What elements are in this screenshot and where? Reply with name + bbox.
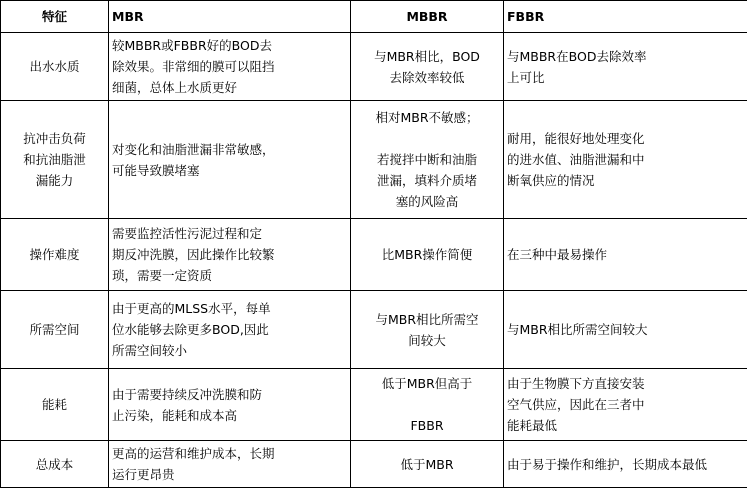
feature-label: 操作难度 (29, 247, 80, 262)
feature-label: 能耗 (41, 397, 67, 412)
table-row (1, 441, 747, 488)
cell-line: 由于更高的MLSS水平，每单 (112, 301, 271, 316)
table-row (1, 33, 747, 101)
mbbr-cell (351, 369, 504, 441)
cell-line: 能耗最低 (507, 418, 558, 433)
cell-line: 与MBR相比，BOD (374, 48, 480, 64)
cell-line: 与MBR相比所需空间较大 (507, 322, 648, 337)
cell-line: 与MBR相比所需空 (375, 311, 479, 327)
header-mbbr: MBBR (351, 1, 504, 33)
cell-line: 去除效率较低 (389, 69, 465, 85)
header-mbr: MBR (109, 1, 351, 33)
cell-line: 止污染，能耗和成本高 (112, 407, 238, 423)
fbbr-cell (504, 441, 747, 488)
fbbr-cell (504, 33, 747, 101)
feature-label: 抗冲击负荷 (23, 131, 86, 146)
feature-cell (1, 441, 109, 488)
cell-line: 耐用，能很好地处理变化 (507, 131, 645, 146)
mbr-cell (109, 101, 351, 219)
cell-line: 间较大 (408, 332, 446, 348)
mbr-cell (109, 441, 351, 488)
feature-label: 出水水质 (29, 59, 80, 74)
header-row (1, 1, 747, 33)
mbbr-cell (351, 441, 504, 488)
cell-line: 若搅拌中断和油脂 (376, 152, 477, 167)
cell-line: 所需空间较小 (112, 343, 188, 358)
mbr-cell (109, 219, 351, 291)
cell-line: 在三种中最易操作 (507, 247, 608, 262)
table-row (1, 101, 747, 219)
feature-cell (1, 369, 109, 441)
feature-cell (1, 219, 109, 291)
cell-line: 与MBBR在BOD去除效率 (507, 48, 647, 64)
mbbr-cell (351, 291, 504, 369)
cell-line: 空气供应，因此在三者中 (507, 397, 645, 412)
feature-label: 和抗油脂泄 (23, 152, 86, 167)
blank-line (354, 128, 500, 149)
feature-label: 所需空间 (29, 322, 80, 337)
cell-line: 由于生物膜下方直接安装 (507, 376, 645, 391)
blank-line (354, 394, 500, 415)
table-row (1, 219, 747, 291)
cell-line: 较MBBR或FBBR好的BOD去 (112, 38, 272, 53)
fbbr-cell (504, 219, 747, 291)
mbbr-cell (351, 219, 504, 291)
mbbr-cell (351, 101, 504, 219)
cell-line: 位水能够去除更多BOD,因此 (112, 322, 269, 337)
cell-line: 除效果。非常细的膜可以阻挡 (112, 59, 275, 74)
cell-line: 的进水值、油脂泄漏和中 (507, 152, 645, 167)
cell-line: 由于需要持续反冲洗膜和防 (112, 386, 263, 402)
cell-line: 泄漏，填料介质堵 (376, 173, 477, 188)
cell-line: 断氧供应的情况 (507, 173, 595, 188)
cell-line: 低于MBR (400, 456, 454, 472)
header-fbbr: FBBR (504, 1, 747, 33)
mbr-cell (109, 33, 351, 101)
table-row (1, 369, 747, 441)
mbr-cell (109, 291, 351, 369)
cell-line: 需要监控活性污泥过程和定 (112, 226, 263, 241)
cell-line: 细菌，总体上水质更好 (112, 80, 238, 95)
fbbr-cell (504, 291, 747, 369)
cell-line: 塞的风险高 (395, 194, 459, 209)
fbbr-cell (504, 101, 747, 219)
cell-line: 上可比 (507, 69, 545, 85)
feature-cell (1, 291, 109, 369)
cell-line: FBBR (410, 418, 444, 433)
table-row (1, 291, 747, 369)
cell-line: 运行更昂贵 (112, 467, 175, 482)
cell-line: 比MBR操作简便 (381, 247, 473, 262)
cell-line: 琐，需要一定资质 (112, 268, 213, 283)
cell-line: 可能导致膜堵塞 (112, 162, 200, 178)
feature-label: 总成本 (35, 456, 74, 472)
fbbr-cell (504, 369, 747, 441)
feature-cell (1, 33, 109, 101)
cell-line: 对变化和油脂泄漏非常敏感， (112, 141, 275, 157)
feature-label: 漏能力 (35, 173, 74, 188)
cell-line: 由于易于操作和维护，长期成本最低 (507, 456, 708, 472)
cell-line: 更高的运营和维护成本，长期 (112, 446, 275, 461)
cell-line: 低于MBR但高于 (381, 376, 473, 391)
cell-line: 相对MBR不敏感； (375, 110, 479, 125)
header-feature: 特征 (1, 1, 109, 33)
mbr-cell (109, 369, 351, 441)
feature-cell (1, 101, 109, 219)
cell-line: 期反冲洗膜，因此操作比较繁 (112, 247, 275, 262)
mbbr-cell (351, 33, 504, 101)
